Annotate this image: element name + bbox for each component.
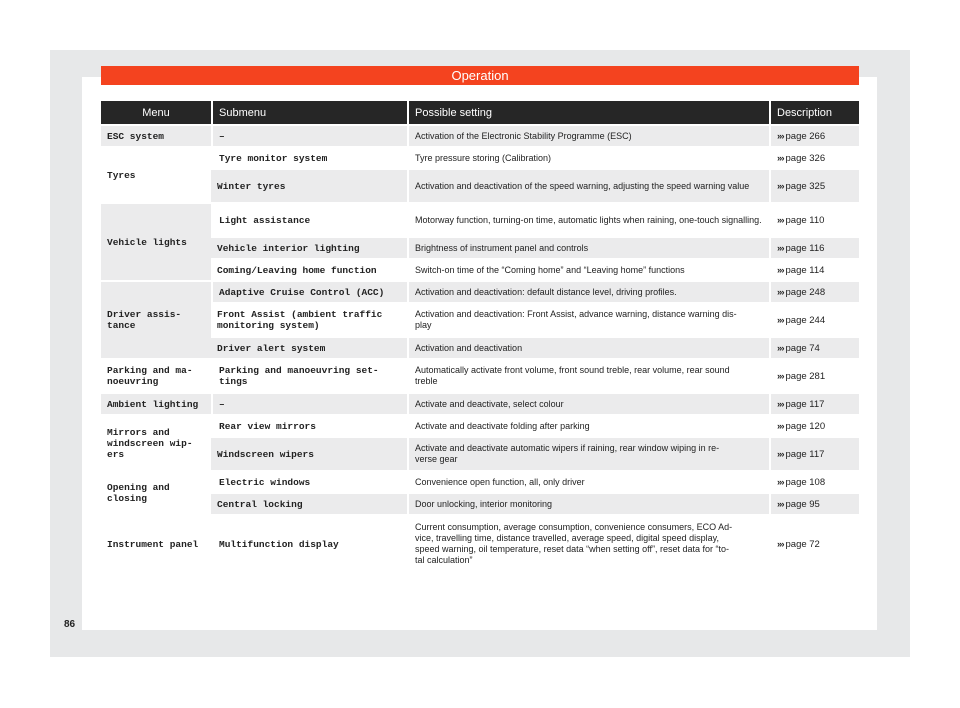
menu-cell: Mirrors and windscreen wip- ers (101, 414, 211, 470)
column-header-description: Description (769, 101, 859, 124)
submenu-cell: Coming/Leaving home function (211, 258, 407, 280)
menu-cell: Parking and ma- noeuvring (101, 358, 211, 392)
submenu-cell: Light assistance (211, 202, 407, 236)
menu-cell: ESC system (101, 124, 211, 146)
menu-cell: Driver assis- tance (101, 280, 211, 358)
page-reference[interactable]: ››› page 248 (769, 280, 859, 302)
page-reference[interactable]: ››› page 72 (769, 514, 859, 572)
table-row (101, 280, 859, 302)
submenu-cell: Vehicle interior lighting (211, 236, 407, 258)
submenu-cell: Central locking (211, 492, 407, 514)
setting-cell: Door unlocking, interior monitoring (407, 492, 769, 514)
table-row (101, 470, 859, 492)
setting-cell: Activation and deactivation: default distance level, driving profiles. (407, 280, 769, 302)
table-row (101, 302, 859, 336)
setting-cell: Activate and deactivate automatic wipers if raining, rear window wiping in re- verse gear (407, 436, 769, 470)
section-title: Operation (101, 66, 859, 85)
setting-cell: Tyre pressure storing (Calibration) (407, 146, 769, 168)
submenu-cell: Parking and manoeuvring set- tings (211, 358, 407, 392)
setting-cell: Motorway function, turning-on time, automatic lights when raining, one-touch signalling. (407, 202, 769, 236)
column-header-setting: Possible setting (407, 101, 769, 124)
page-reference[interactable]: ››› page 281 (769, 358, 859, 392)
setting-cell: Convenience open function, all, only driver (407, 470, 769, 492)
menu-cell: Tyres (101, 146, 211, 202)
submenu-cell: Driver alert system (211, 336, 407, 358)
menu-cell: Ambient lighting (101, 392, 211, 414)
submenu-cell: Multifunction display (211, 514, 407, 572)
table-header-row (101, 101, 859, 124)
page-reference[interactable]: ››› page 108 (769, 470, 859, 492)
submenu-cell: Rear view mirrors (211, 414, 407, 436)
setting-cell: Activate and deactivate folding after parking (407, 414, 769, 436)
page-reference[interactable]: ››› page 325 (769, 168, 859, 202)
table-row (101, 414, 859, 436)
table-row (101, 146, 859, 168)
table-row (101, 258, 859, 280)
setting-cell: Activation of the Electronic Stability Programme (ESC) (407, 124, 769, 146)
page-reference[interactable]: ››› page 114 (769, 258, 859, 280)
page-reference[interactable]: ››› page 266 (769, 124, 859, 146)
page-reference[interactable]: ››› page 74 (769, 336, 859, 358)
page-reference[interactable]: ››› page 110 (769, 202, 859, 236)
column-header-menu: Menu (101, 101, 211, 124)
table-row (101, 336, 859, 358)
table-row (101, 236, 859, 258)
page-reference[interactable]: ››› page 117 (769, 436, 859, 470)
menu-cell: Vehicle lights (101, 202, 211, 280)
submenu-cell: Windscreen wipers (211, 436, 407, 470)
submenu-cell: Winter tyres (211, 168, 407, 202)
submenu-cell: – (211, 392, 407, 414)
submenu-cell: Tyre monitor system (211, 146, 407, 168)
setting-cell: Switch-on time of the “Coming home” and “Leaving home” functions (407, 258, 769, 280)
setting-cell: Activation and deactivation: Front Assist, advance warning, distance warning dis- play (407, 302, 769, 336)
settings-table (101, 101, 859, 572)
table-row (101, 358, 859, 392)
menu-cell: Opening and closing (101, 470, 211, 514)
setting-cell: Activation and deactivation (407, 336, 769, 358)
page-reference[interactable]: ››› page 244 (769, 302, 859, 336)
page-number: 86 (64, 619, 76, 630)
menu-cell: Instrument panel (101, 514, 211, 572)
setting-cell: Brightness of instrument panel and controls (407, 236, 769, 258)
table-row (101, 392, 859, 414)
setting-cell: Activation and deactivation of the speed warning, adjusting the speed warning value (407, 168, 769, 202)
table-row (101, 436, 859, 470)
page-reference[interactable]: ››› page 120 (769, 414, 859, 436)
submenu-cell: Electric windows (211, 470, 407, 492)
page-reference[interactable]: ››› page 95 (769, 492, 859, 514)
column-header-submenu: Submenu (211, 101, 407, 124)
table-row (101, 124, 859, 146)
submenu-cell: Front Assist (ambient traffic monitoring system) (211, 302, 407, 336)
table-row (101, 492, 859, 514)
table-row (101, 168, 859, 202)
setting-cell: Activate and deactivate, select colour (407, 392, 769, 414)
table-row (101, 202, 859, 236)
setting-cell: Automatically activate front volume, front sound treble, rear volume, rear sound treble (407, 358, 769, 392)
page-reference[interactable]: ››› page 116 (769, 236, 859, 258)
page-reference[interactable]: ››› page 117 (769, 392, 859, 414)
setting-cell: Current consumption, average consumption, convenience consumers, ECO Ad- vice, travelling time, distance travelled, average speed, digital speed display, speed warning, oil temperature, reset data “when setting off”, reset data for “to- tal calculation” (407, 514, 769, 572)
page-reference[interactable]: ››› page 326 (769, 146, 859, 168)
submenu-cell: – (211, 124, 407, 146)
table-row (101, 514, 859, 572)
submenu-cell: Adaptive Cruise Control (ACC) (211, 280, 407, 302)
